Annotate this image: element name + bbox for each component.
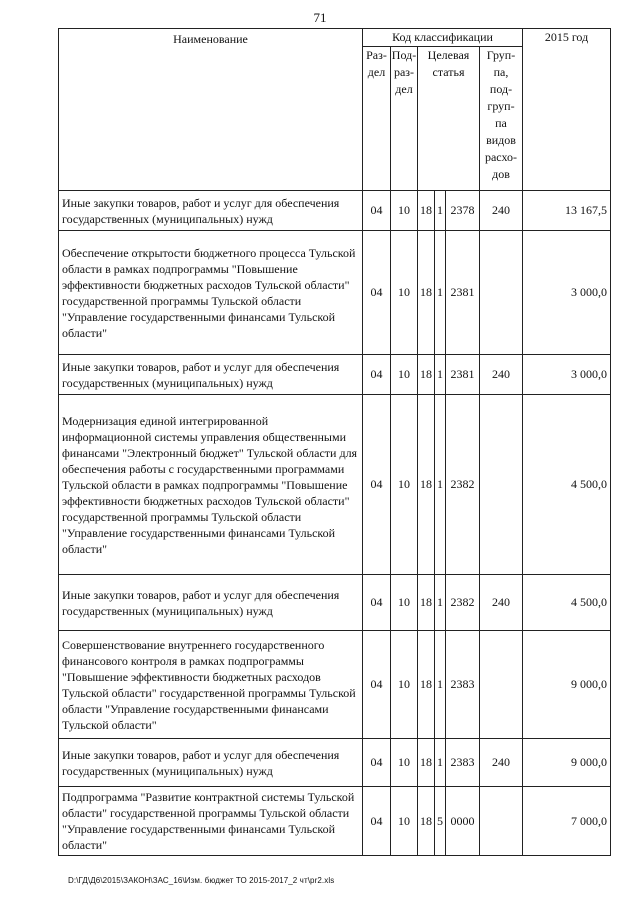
header-code: Код классификации [363, 29, 523, 47]
header-year: 2015 год [523, 29, 611, 191]
table-row [59, 631, 611, 739]
row-expense-group: 240 [480, 355, 523, 395]
table-row [59, 231, 611, 355]
table-row [59, 355, 611, 395]
row-target-code: 2382 [446, 395, 480, 575]
row-expense-group: 240 [480, 191, 523, 231]
row-razdel: 04 [363, 191, 391, 231]
header-name: Наименование [59, 29, 363, 191]
row-razdel: 04 [363, 787, 391, 856]
row-target-program: 18 [418, 191, 435, 231]
row-target-subprogram: 5 [435, 787, 446, 856]
header-podrazdel: Под- раз- дел [391, 47, 418, 191]
row-target-subprogram: 1 [435, 575, 446, 631]
row-name: Иные закупки товаров, работ и услуг для обеспечения государственных (муниципальных) нужд [59, 191, 363, 231]
row-target-code: 2383 [446, 739, 480, 787]
table-row [59, 739, 611, 787]
row-amount: 9 000,0 [523, 739, 611, 787]
row-target-code: 2381 [446, 231, 480, 355]
table-row [59, 395, 611, 575]
row-target-program: 18 [418, 739, 435, 787]
row-podrazdel: 10 [391, 231, 418, 355]
table-row [59, 575, 611, 631]
row-podrazdel: 10 [391, 787, 418, 856]
table-row [59, 787, 611, 856]
row-amount: 13 167,5 [523, 191, 611, 231]
row-amount: 3 000,0 [523, 231, 611, 355]
row-podrazdel: 10 [391, 575, 418, 631]
row-target-subprogram: 1 [435, 739, 446, 787]
row-name: Модернизация единой интегрированной информационной системы управления общественными финансами "Электронный бюджет" Тульской области для обеспечения работы с государственными программами Тульской области в рамках подпрограммы "Повышение эффективности бюджетных расходов Тульской области" государственной программы Тульской области "Управление государственными финансами Тульской области" [59, 395, 363, 575]
row-razdel: 04 [363, 355, 391, 395]
row-target-program: 18 [418, 355, 435, 395]
row-amount: 4 500,0 [523, 395, 611, 575]
row-razdel: 04 [363, 575, 391, 631]
row-target-subprogram: 1 [435, 395, 446, 575]
row-target-program: 18 [418, 231, 435, 355]
row-amount: 7 000,0 [523, 787, 611, 856]
row-podrazdel: 10 [391, 355, 418, 395]
row-podrazdel: 10 [391, 191, 418, 231]
row-expense-group: 240 [480, 575, 523, 631]
header-row-top [59, 29, 611, 47]
row-target-subprogram: 1 [435, 231, 446, 355]
row-expense-group [480, 231, 523, 355]
row-target-subprogram: 1 [435, 191, 446, 231]
row-target-code: 2378 [446, 191, 480, 231]
row-target-code: 2382 [446, 575, 480, 631]
row-target-code: 0000 [446, 787, 480, 856]
row-target-program: 18 [418, 631, 435, 739]
row-target-program: 18 [418, 395, 435, 575]
row-target-subprogram: 1 [435, 631, 446, 739]
row-expense-group: 240 [480, 739, 523, 787]
row-target-code: 2383 [446, 631, 480, 739]
row-name: Совершенствование внутреннего государственного финансового контроля в рамках подпрограммы "Повышение эффективности бюджетных расходов Тульской области" государственной программы Тульской области "Управление государственными финансами Тульской области" [59, 631, 363, 739]
header-razdel: Раз- дел [363, 47, 391, 191]
row-target-subprogram: 1 [435, 355, 446, 395]
row-podrazdel: 10 [391, 631, 418, 739]
row-razdel: 04 [363, 231, 391, 355]
row-target-program: 18 [418, 787, 435, 856]
budget-table [58, 28, 611, 856]
row-name: Подпрограмма "Развитие контрактной системы Тульской области" государственной программы Тульской области "Управление государственными финансами Тульской области" [59, 787, 363, 856]
header-group: Груп- па, под- груп- па видов расхо- дов [480, 47, 523, 191]
row-amount: 3 000,0 [523, 355, 611, 395]
row-podrazdel: 10 [391, 395, 418, 575]
row-target-program: 18 [418, 575, 435, 631]
page-number: 71 [313, 10, 327, 25]
row-razdel: 04 [363, 631, 391, 739]
header-target: Целевая статья [418, 47, 480, 191]
row-name: Иные закупки товаров, работ и услуг для обеспечения государственных (муниципальных) нужд [59, 575, 363, 631]
file-path-footer: D:\ГД\Д6\2015\ЗАКОН\ЗАС_16\Изм. бюджет ТО 2015-2017_2 чт\pr2.xls [68, 876, 335, 885]
row-expense-group [480, 787, 523, 856]
row-expense-group [480, 395, 523, 575]
row-name: Иные закупки товаров, работ и услуг для обеспечения государственных (муниципальных) нужд [59, 355, 363, 395]
row-podrazdel: 10 [391, 739, 418, 787]
row-razdel: 04 [363, 739, 391, 787]
row-target-code: 2381 [446, 355, 480, 395]
row-expense-group [480, 631, 523, 739]
table-row [59, 191, 611, 231]
row-razdel: 04 [363, 395, 391, 575]
row-name: Обеспечение открытости бюджетного процесса Тульской области в рамках подпрограммы "Повышение эффективности бюджетных расходов Тульской области" государственной программы Тульской области "Управление государственными финансами Тульской области" [59, 231, 363, 355]
row-amount: 4 500,0 [523, 575, 611, 631]
row-amount: 9 000,0 [523, 631, 611, 739]
row-name: Иные закупки товаров, работ и услуг для обеспечения государственных (муниципальных) нужд [59, 739, 363, 787]
